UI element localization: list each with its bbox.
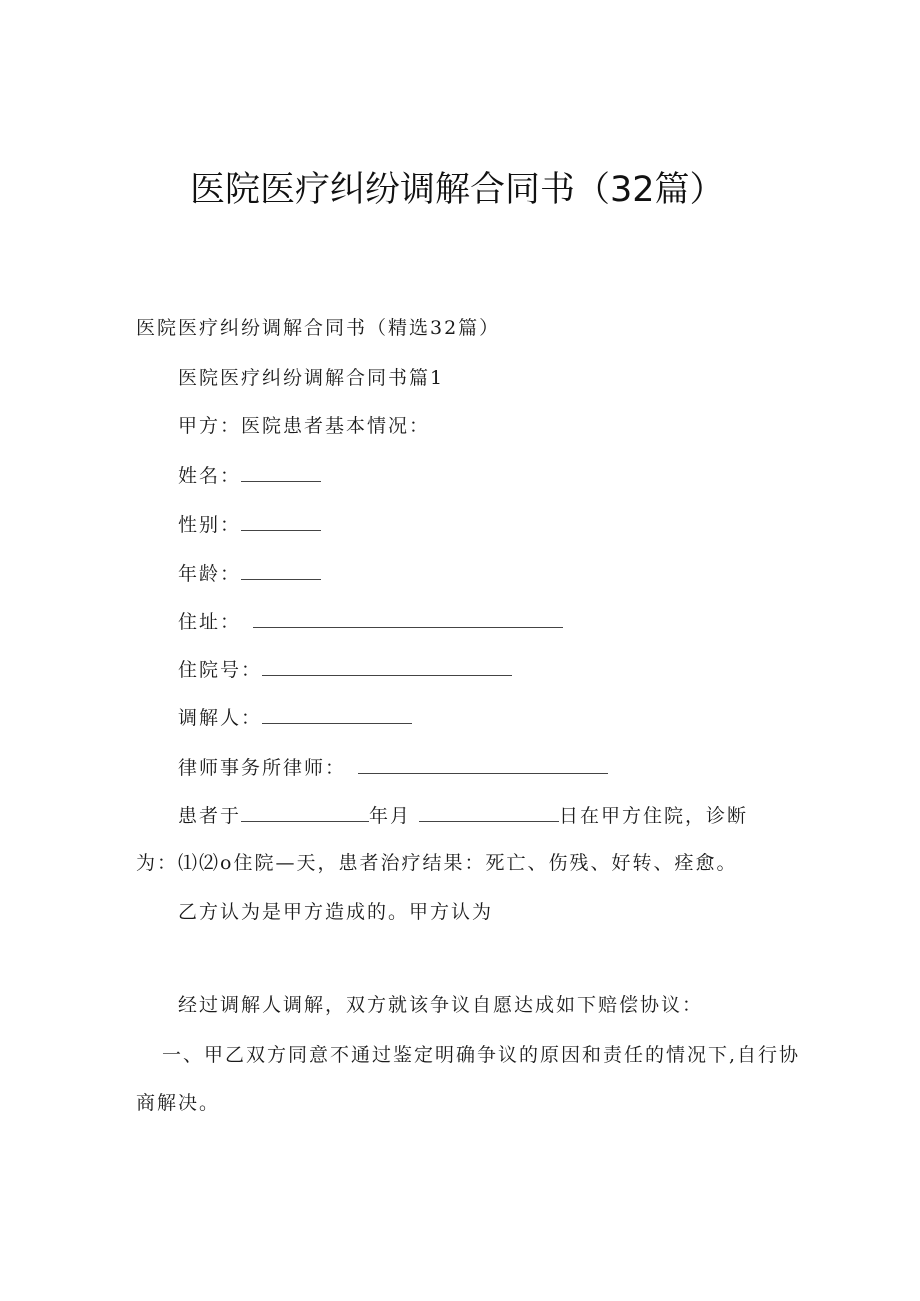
section-heading: 医院医疗纠纷调解合同书篇1: [178, 367, 445, 389]
lawyer-blank[interactable]: [358, 755, 608, 774]
gender-blank[interactable]: [241, 512, 321, 531]
address-label: 住址：: [178, 611, 242, 633]
p1-end: 日在甲方住院，诊断: [559, 805, 749, 827]
gender-label: 性别：: [178, 514, 242, 536]
lawyer-field: [178, 755, 608, 780]
p1-day-blank[interactable]: [419, 803, 559, 822]
p1-mid: 年月: [369, 805, 412, 827]
mediator-field: [178, 705, 412, 730]
paragraph-4: 经过调解人调解，双方就该争议自愿达成如下赔偿协议：: [178, 994, 704, 1016]
admission-no-field: [178, 657, 512, 682]
admission-no-label: 住院号：: [178, 659, 263, 681]
document-title: 医院医疗纠纷调解合同书（32篇）: [190, 170, 725, 210]
party-a-label: 甲方：医院患者基本情况：: [178, 415, 431, 437]
paragraph-2: 为：⑴⑵o住院—天，患者治疗结果：死亡、伤残、好转、痊愈。: [136, 852, 738, 874]
address-blank[interactable]: [253, 609, 563, 628]
p1-start: 患者于: [178, 805, 242, 827]
name-blank[interactable]: [241, 463, 321, 482]
mediator-blank[interactable]: [262, 705, 412, 724]
paragraph-3: 乙方认为是甲方造成的。甲方认为: [178, 901, 494, 923]
name-field: [178, 463, 321, 488]
address-field: [178, 609, 563, 634]
name-label: 姓名：: [178, 465, 242, 487]
paragraph-5: 一、甲乙双方同意不通过鉴定明确争议的原因和责任的情况下,自行协: [162, 1044, 801, 1066]
p1-year-blank[interactable]: [241, 803, 369, 822]
age-blank[interactable]: [241, 561, 321, 580]
gender-field: [178, 512, 321, 537]
mediator-label: 调解人：: [178, 707, 263, 729]
age-field: [178, 561, 321, 586]
paragraph-6: 商解决。: [136, 1092, 221, 1114]
paragraph-1: [178, 803, 748, 828]
admission-no-blank[interactable]: [262, 657, 512, 676]
lawyer-label: 律师事务所律师：: [178, 757, 347, 779]
age-label: 年龄：: [178, 563, 242, 585]
document-subtitle: 医院医疗纠纷调解合同书（精选32篇）: [136, 317, 501, 339]
